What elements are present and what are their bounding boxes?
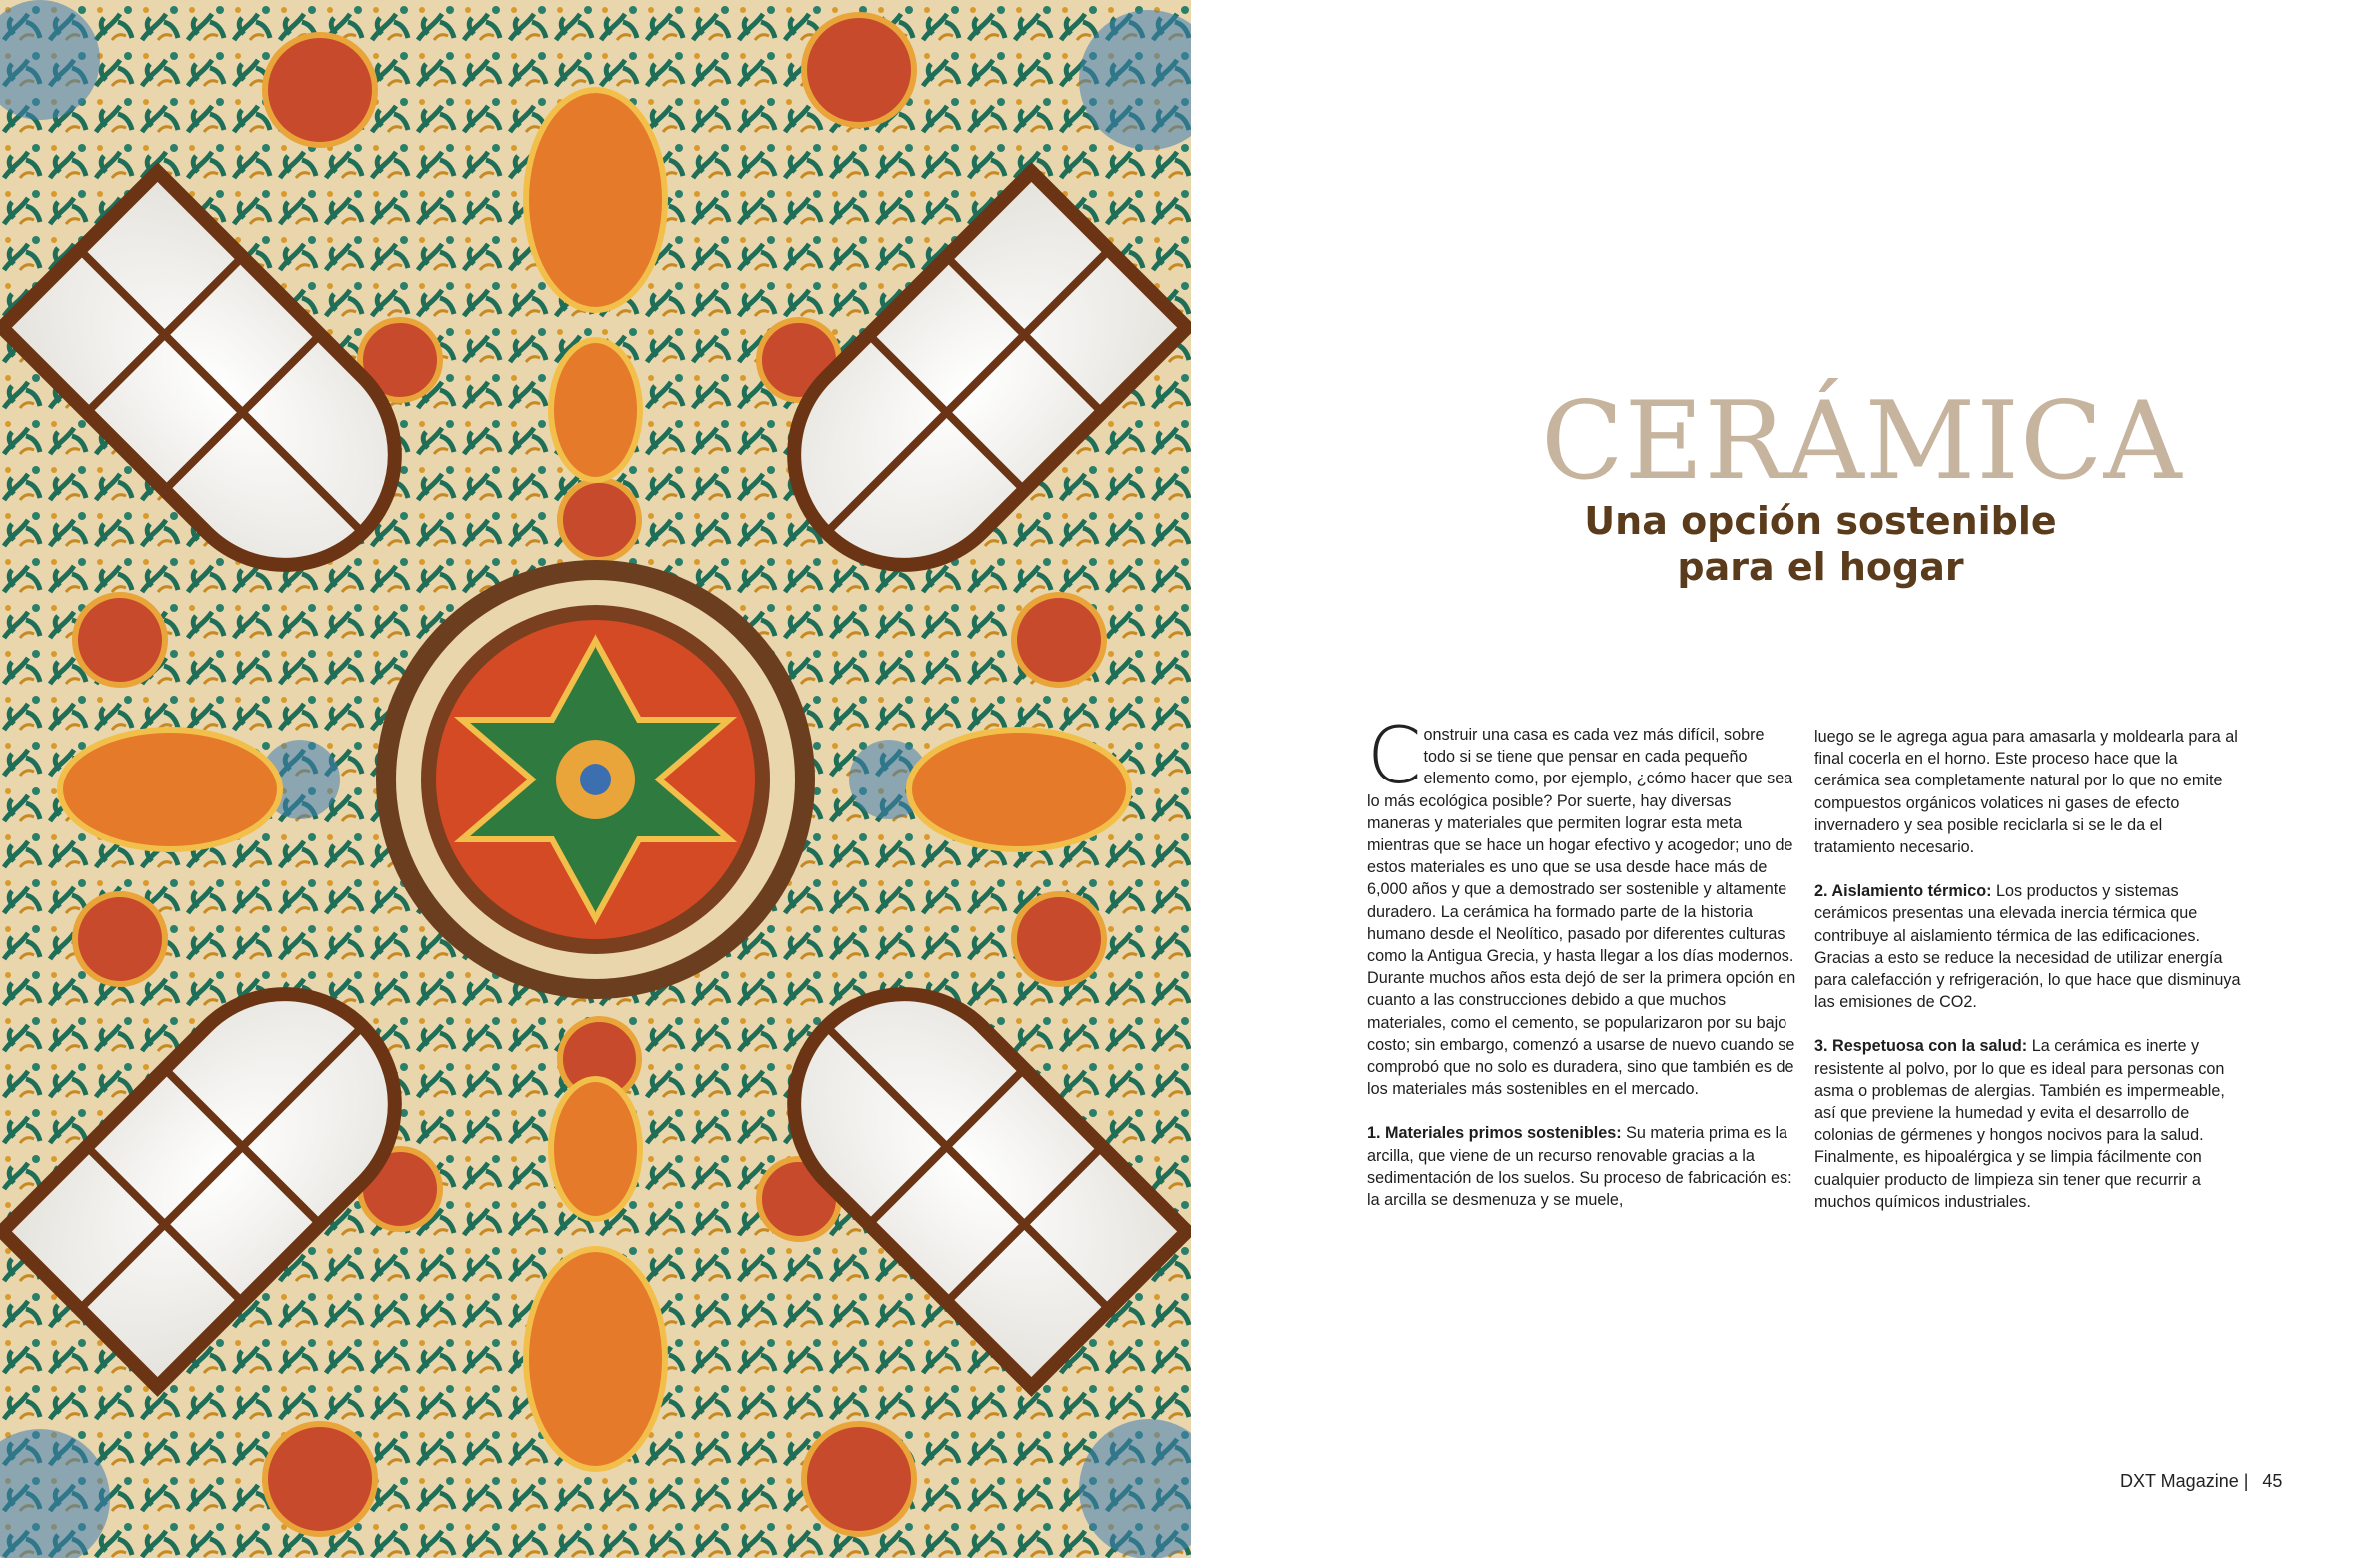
point-2-paragraph [1814,880,2244,1013]
article-page [1191,0,2380,1558]
subtitle-line-2: para el hogar [1677,545,1964,589]
page-footer [2120,1471,2282,1492]
footer-magazine-name: DXT Magazine | [2120,1471,2249,1491]
point-2-text: Los productos y sistemas cerámicos presentas una elevada inercia térmica que contribuye al aislamiento térmica de las edificaciones. Gracias a esto se reduce la necesidad de utilizar energía para calefacción y refrigeración, lo que hace que disminuya las emisiones de CO2. [1814,882,2241,1012]
intro-paragraph [1367,712,1796,1100]
column-right [1814,726,2244,1235]
point-3-paragraph [1814,1035,2244,1213]
point-3-text: La cerámica es inerte y resistente al polvo, por lo que es ideal para personas con asma o problemas de alergias. También es impermeable, así que previene la humedad y evita el desarrollo de colonias de gérmenes y hongos nocivos para la salud. Finalmente, es hipoalérgica y se limpia fácilmente con cualquier producto de limpieza sin tener que recurrir a muchos químicos industriales. [1814,1037,2225,1211]
point-1-paragraph [1367,1122,1796,1211]
intro-text: onstruir una casa es cada vez más difícil, sobre todo si se tiene que pensar en cada pequeño elemento como, por ejemplo, ¿cómo hacer que sea lo más ecológica posible? Por suerte, hay diversas maneras y materiales que permiten lograr esta meta mientras que se hace un hogar efectivo y acogedor; uno de estos materiales es uno que se usa desde hace más de 6,000 años y que a demostrado ser sostenible y altamente duradero. La cerámica ha formado parte de la historia humano desde el Neolítico, pasado por diferentes culturas como la Antigua Grecia, y hasta llegar a los días modernos. Durante muchos años esta dejó de ser la primera opción en cuanto a las construcciones debido a que muchos materiales, como el cemento, se popularizaron por su bajo costo; sin embargo, comenzó a usarse de nuevo cuando se comprobó que no solo es duradera, sino que también es de los materiales más sostenibles en el mercado. [1367,726,1796,1099]
subtitle-line-1: Una opción sostenible [1584,499,2057,543]
point-1-continued: luego se le agrega agua para amasarla y moldearla para al final cocerla en el horno. Este proceso hace que la cerámica sea completamente natural por lo que no emite compuestos orgánicos volatices ni gases de efecto invernadero y sea posible reciclarla si se le da el tratamiento necesario. [1814,728,2238,857]
point-2-heading: 2. Aislamiento térmico: [1814,882,1992,901]
article-title: CERÁMICA [1541,379,2183,504]
column-left [1367,676,1796,1233]
point-1-text: Su materia prima es la arcilla, que viene de un recurso renovable gracias a la sedimentación de los suelos. Su proceso de fabricación es: la arcilla se desmenuza y se muele, [1367,1124,1792,1210]
point-1-heading: 1. Materiales primos sostenibles: [1367,1124,1622,1143]
article-subtitle [1501,498,2140,590]
page-number: 45 [2262,1471,2283,1491]
point-3-heading: 3. Respetuosa con la salud: [1814,1037,2028,1056]
drop-cap: C [1367,712,1422,801]
